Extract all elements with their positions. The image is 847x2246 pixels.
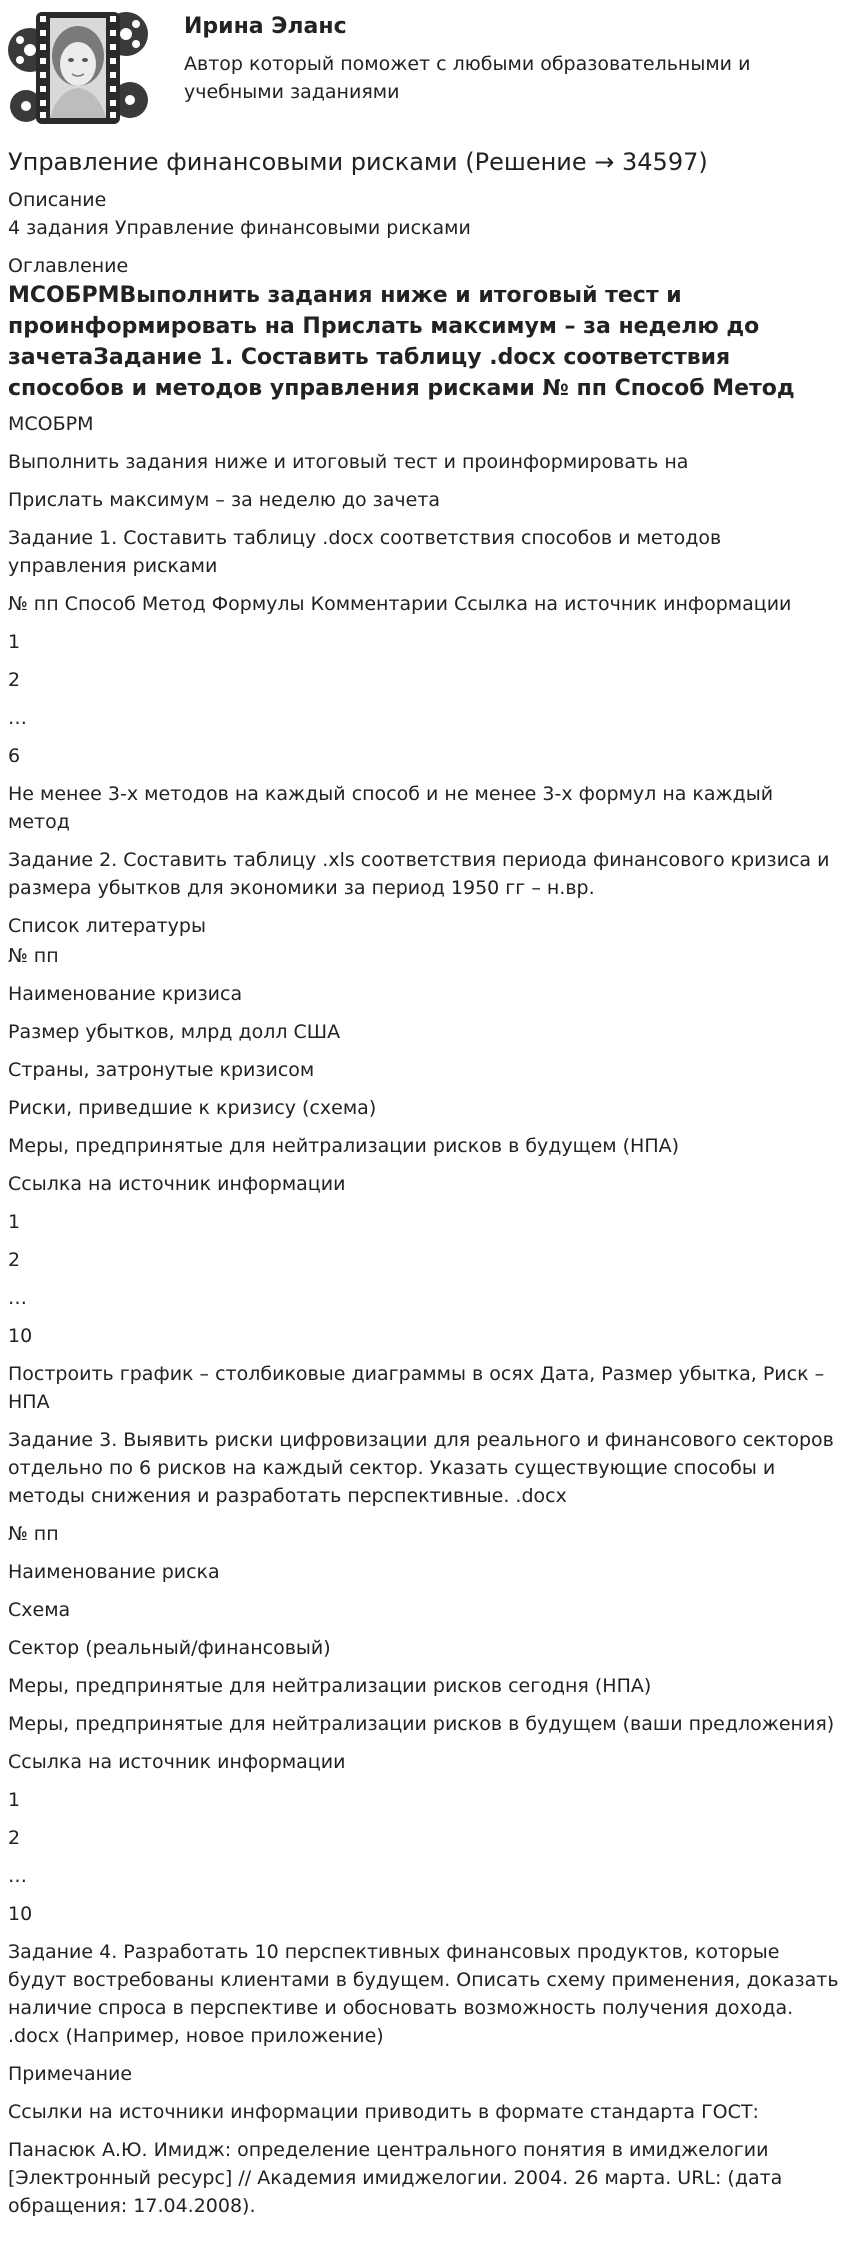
author-card bbox=[6, 4, 841, 134]
table-header-text: Ссылка на источник информации bbox=[8, 1751, 346, 1773]
paragraph: Задание 3. Выявить риски цифровизации для реального и финансового секторов отдельно по 6 рисков на каждый сектор. Указать существующие способы и методы снижения и разработать перспективные. .docx bbox=[8, 1429, 834, 1507]
table-header-text: Сектор (реальный/финансовый) bbox=[8, 1637, 331, 1659]
table-header-text: Ссылка на источник информации bbox=[8, 1173, 346, 1195]
table-header-text: Меры, предпринятые для нейтрализации рисков в будущем (ваши предложения) bbox=[8, 1713, 835, 1735]
table-header-text: Размер убытков, млрд долл США bbox=[8, 1021, 341, 1043]
table-row-number: 2 bbox=[8, 669, 21, 691]
table-header-text: Схема bbox=[8, 1599, 71, 1621]
table-header-text: Страны, затронутые кризисом bbox=[8, 1059, 315, 1081]
table-header-text: Наименование кризиса bbox=[8, 983, 243, 1005]
paragraph: Не менее 3-х методов на каждый способ и не менее 3-х формул на каждый метод bbox=[8, 783, 774, 833]
paragraph: Ссылки на источники информации приводить в формате стандарта ГОСТ: bbox=[8, 2101, 759, 2123]
description-text: 4 задания Управление финансовыми рисками bbox=[8, 217, 471, 239]
paragraph: Построить график – столбиковые диаграммы в осях Дата, Размер убытка, Риск –НПА bbox=[8, 1363, 825, 1413]
table-header-text: Меры, предпринятые для нейтрализации рисков в будущем (НПА) bbox=[8, 1135, 680, 1157]
table-row-number: 1 bbox=[8, 1211, 21, 1233]
table-row-number: 2 bbox=[8, 1249, 21, 1271]
paragraph: Задание 4. Разработать 10 перспективных финансовых продуктов, которые будут востребованы клиентами в будущем. Описать схему применения, доказать наличие спроса в перспективе и обосновать возможность получения дохода. .docx (Например, новое приложение) bbox=[8, 1941, 839, 2047]
paragraph: Выполнить задания ниже и итоговый тест и проинформировать на bbox=[8, 451, 689, 473]
table-row-number: 2 bbox=[8, 1827, 21, 1849]
table-row-number: 1 bbox=[8, 631, 21, 653]
film-reel-avatar-image bbox=[6, 4, 151, 128]
toc-label: Оглавление bbox=[8, 255, 129, 277]
table-header-text: № пп bbox=[8, 945, 59, 967]
avatar[interactable] bbox=[6, 4, 151, 128]
table-row-number: … bbox=[8, 1287, 27, 1309]
table-row-number: 1 bbox=[8, 1789, 21, 1811]
paragraph: Прислать максимум – за неделю до зачета bbox=[8, 489, 441, 511]
table-row-number: 6 bbox=[8, 745, 21, 767]
document-content bbox=[8, 144, 841, 2230]
paragraph: МСОБРМ bbox=[8, 413, 94, 435]
table-row-number: … bbox=[8, 1865, 27, 1887]
table-header-text: № пп bbox=[8, 1523, 59, 1545]
reference-text: Панасюк А.Ю. Имидж: определение центрального понятия в имиджелогии [Электронный ресурс] // Академия имиджелогии. 2004. 26 марта. URL: (дата обращения: 17.04.2008). bbox=[8, 2139, 783, 2217]
table-header-text: Меры, предпринятые для нейтрализации рисков сегодня (НПА) bbox=[8, 1675, 652, 1697]
paragraph: Задание 1. Составить таблицу .docx соответствия способов и методов управления рисками bbox=[8, 527, 722, 577]
paragraph: Примечание bbox=[8, 2063, 133, 2085]
table-row-number: 10 bbox=[8, 1325, 33, 1347]
table-header-text: Наименование риска bbox=[8, 1561, 220, 1583]
table-row-number: 10 bbox=[8, 1903, 33, 1925]
description-label: Описание bbox=[8, 189, 107, 211]
table-header-text: № пп Способ Метод Формулы Комментарии Ссылка на источник информации bbox=[8, 593, 792, 615]
table-row-number: … bbox=[8, 707, 27, 729]
author-name[interactable]: Ирина Эланс bbox=[184, 14, 347, 39]
toc-heading: МСОБРМВыполнить задания ниже и итоговый тест и проинформировать на Прислать максимум – за неделю до зачетаЗадание 1. Составить таблицу .docx соответствия способов и методов управления рисками № пп Способ Метод bbox=[8, 283, 795, 401]
table-header-text: Риски, приведшие к кризису (схема) bbox=[8, 1097, 377, 1119]
page-title: Управление финансовыми рисками (Решение → 34597) bbox=[8, 148, 708, 176]
paragraph: Задание 2. Составить таблицу .xls соответствия периода финансового кризиса и размера убытков для экономики за период 1950 гг – н.вр. bbox=[8, 849, 830, 899]
paragraph: Список литературы bbox=[8, 915, 206, 937]
author-description: Автор который поможет с любыми образовательными и учебными заданиями bbox=[184, 53, 751, 103]
